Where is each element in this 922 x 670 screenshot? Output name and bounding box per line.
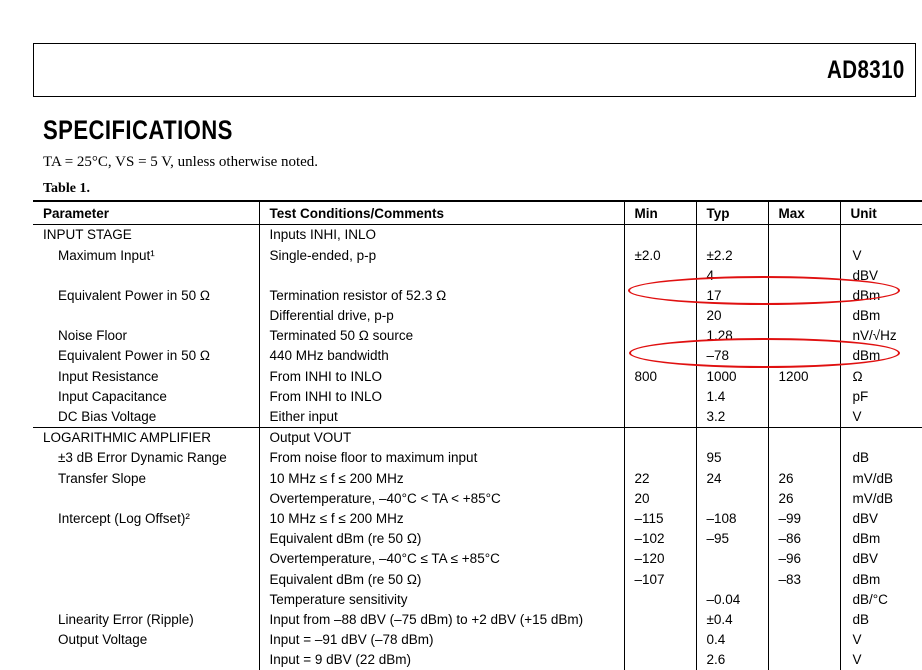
unit-cell: V (852, 247, 862, 263)
unit-cell: dBm (852, 308, 881, 324)
table-body (33, 225, 922, 670)
table-row (33, 387, 922, 407)
unit-cell: dBm (852, 571, 881, 587)
test-condition-cell: Equivalent dBm (re 50 Ω) (259, 529, 624, 549)
typ-value-cell: 0.4 (696, 630, 768, 650)
max-value-cell: –96 (768, 549, 840, 569)
max-value-cell (768, 225, 840, 246)
parameter-cell (33, 549, 259, 569)
max-value-cell: –83 (768, 569, 840, 589)
test-condition-cell (259, 265, 624, 285)
min-value-cell (624, 650, 696, 670)
unit-cell: dB (852, 611, 870, 627)
test-condition-cell: Output VOUT (259, 427, 624, 448)
test-condition-cell: Overtemperature, –40°C ≤ TA ≤ +85°C (259, 549, 624, 569)
unit-cell: Ω (852, 368, 863, 384)
unit-cell: nV/√Hz (852, 328, 897, 344)
typ-value-cell: ±0.4 (696, 610, 768, 630)
test-condition-cell: From noise floor to maximum input (259, 448, 624, 468)
table-row (33, 326, 922, 346)
min-value-cell: 22 (624, 468, 696, 488)
unit-cell: dBV (852, 267, 879, 283)
typ-value-cell: 95 (696, 448, 768, 468)
table-caption: Table 1. (43, 181, 90, 196)
typ-value-cell (696, 427, 768, 448)
table-row (33, 265, 922, 285)
min-value-cell (624, 265, 696, 285)
table-row (33, 448, 922, 468)
typ-value-cell: ±2.2 (696, 245, 768, 265)
min-value-cell: 800 (624, 366, 696, 386)
column-header-max: Max (768, 201, 840, 225)
max-value-cell: 1200 (768, 366, 840, 386)
max-value-cell (768, 306, 840, 326)
min-value-cell (624, 306, 696, 326)
max-value-cell (768, 630, 840, 650)
table-row (33, 366, 922, 386)
min-value-cell (624, 225, 696, 246)
column-header-parameter: Parameter (33, 201, 259, 225)
unit-cell: dB/°C (852, 591, 888, 607)
parameter-cell: Input Capacitance (33, 387, 259, 407)
column-header-typ: Typ (696, 201, 768, 225)
min-value-cell (624, 589, 696, 609)
table-row (33, 549, 922, 569)
test-condition-cell: 440 MHz bandwidth (259, 346, 624, 366)
table-row (33, 468, 922, 488)
parameter-cell: LOGARITHMIC AMPLIFIER (33, 427, 259, 448)
unit-cell: pF (852, 388, 869, 404)
max-value-cell: –99 (768, 509, 840, 529)
test-condition-cell: Overtemperature, –40°C < TA < +85°C (259, 488, 624, 508)
typ-value-cell: –78 (696, 346, 768, 366)
typ-value-cell: –95 (696, 529, 768, 549)
min-value-cell (624, 407, 696, 428)
test-condition-cell: Input from –88 dBV (–75 dBm) to +2 dBV (+15 dBm) (259, 610, 624, 630)
test-condition-cell: Temperature sensitivity (259, 589, 624, 609)
unit-cell: mV/dB (852, 470, 894, 486)
test-condition-cell: Single-ended, p-p (259, 245, 624, 265)
typ-value-cell: 1000 (696, 366, 768, 386)
min-value-cell (624, 286, 696, 306)
max-value-cell (768, 610, 840, 630)
unit-cell: dBm (852, 348, 881, 364)
parameter-cell: Equivalent Power in 50 Ω (33, 346, 259, 366)
test-condition-cell: 10 MHz ≤ f ≤ 200 MHz (259, 509, 624, 529)
min-value-cell: –120 (624, 549, 696, 569)
parameter-cell: DC Bias Voltage (33, 407, 259, 428)
min-value-cell (624, 448, 696, 468)
max-value-cell (768, 448, 840, 468)
max-value-cell (768, 407, 840, 428)
min-value-cell (624, 387, 696, 407)
max-value-cell: 26 (768, 468, 840, 488)
test-condition-cell: From INHI to INLO (259, 387, 624, 407)
typ-value-cell: 1.4 (696, 387, 768, 407)
test-condition-cell: From INHI to INLO (259, 366, 624, 386)
test-condition-cell: 10 MHz ≤ f ≤ 200 MHz (259, 468, 624, 488)
parameter-cell (33, 650, 259, 670)
table-row (33, 650, 922, 670)
min-value-cell: –102 (624, 529, 696, 549)
table-row (33, 630, 922, 650)
parameter-cell (33, 589, 259, 609)
unit-cell: V (852, 632, 862, 648)
unit-cell (840, 225, 922, 246)
test-condition-cell: Either input (259, 407, 624, 428)
table-row (33, 509, 922, 529)
table-row (33, 407, 922, 428)
table-row (33, 529, 922, 549)
parameter-cell: Intercept (Log Offset)² (33, 509, 259, 529)
unit-cell: dBm (852, 287, 881, 303)
typ-value-cell (696, 549, 768, 569)
max-value-cell (768, 326, 840, 346)
min-value-cell (624, 610, 696, 630)
parameter-cell: INPUT STAGE (33, 225, 259, 246)
parameter-cell (33, 265, 259, 285)
typ-value-cell (696, 225, 768, 246)
table-row (33, 306, 922, 326)
min-value-cell: ±2.0 (624, 245, 696, 265)
table-row (33, 245, 922, 265)
parameter-cell: Noise Floor (33, 326, 259, 346)
unit-cell: mV/dB (852, 490, 894, 506)
max-value-cell (768, 650, 840, 670)
max-value-cell (768, 427, 840, 448)
table-row (33, 569, 922, 589)
unit-cell (840, 427, 922, 448)
test-condition-cell: Input = –91 dBV (–78 dBm) (259, 630, 624, 650)
specifications-table (33, 200, 922, 670)
typ-value-cell: 3.2 (696, 407, 768, 428)
column-header-min: Min (624, 201, 696, 225)
typ-value-cell (696, 569, 768, 589)
table-row (33, 589, 922, 609)
table-header-row (33, 201, 922, 225)
header-box (33, 43, 916, 97)
typ-value-cell: 24 (696, 468, 768, 488)
min-value-cell: –115 (624, 509, 696, 529)
parameter-cell: Transfer Slope (33, 468, 259, 488)
typ-value-cell: 17 (696, 286, 768, 306)
typ-value-cell: 4 (696, 265, 768, 285)
max-value-cell (768, 346, 840, 366)
test-condition-cell: Input = 9 dBV (22 dBm) (259, 650, 624, 670)
typ-value-cell: 1.28 (696, 326, 768, 346)
parameter-cell (33, 569, 259, 589)
column-header-unit: Unit (840, 201, 922, 225)
test-condition-cell: Inputs INHI, INLO (259, 225, 624, 246)
typ-value-cell: 20 (696, 306, 768, 326)
parameter-cell (33, 306, 259, 326)
typ-value-cell: 2.6 (696, 650, 768, 670)
unit-cell: dB (852, 450, 870, 466)
part-number: AD8310 (827, 56, 905, 84)
table-row (33, 610, 922, 630)
test-condition-cell: Equivalent dBm (re 50 Ω) (259, 569, 624, 589)
unit-cell: V (852, 409, 862, 425)
parameter-cell (33, 488, 259, 508)
column-header-conditions: Test Conditions/Comments (259, 201, 624, 225)
parameter-cell: Maximum Input¹ (33, 245, 259, 265)
table-row (33, 488, 922, 508)
min-value-cell (624, 326, 696, 346)
max-value-cell (768, 286, 840, 306)
min-value-cell (624, 427, 696, 448)
test-condition-cell: Differential drive, p-p (259, 306, 624, 326)
test-conditions-note: TA = 25°C, VS = 5 V, unless otherwise noted. (43, 154, 319, 170)
parameter-cell: Input Resistance (33, 366, 259, 386)
unit-cell: dBm (852, 531, 881, 547)
typ-value-cell: –108 (696, 509, 768, 529)
section-title: SPECIFICATIONS (43, 115, 233, 145)
typ-value-cell: –0.04 (696, 589, 768, 609)
min-value-cell (624, 346, 696, 366)
parameter-cell: Equivalent Power in 50 Ω (33, 286, 259, 306)
unit-cell: dBV (852, 551, 879, 567)
parameter-cell (33, 529, 259, 549)
test-condition-cell: Terminated 50 Ω source (259, 326, 624, 346)
max-value-cell (768, 387, 840, 407)
parameter-cell: Output Voltage (33, 630, 259, 650)
max-value-cell (768, 589, 840, 609)
max-value-cell: 26 (768, 488, 840, 508)
table-row (33, 427, 922, 448)
parameter-cell: Linearity Error (Ripple) (33, 610, 259, 630)
test-condition-cell: Termination resistor of 52.3 Ω (259, 286, 624, 306)
unit-cell: V (852, 652, 862, 668)
table-row (33, 225, 922, 246)
max-value-cell: –86 (768, 529, 840, 549)
typ-value-cell (696, 488, 768, 508)
min-value-cell: –107 (624, 569, 696, 589)
table-row (33, 286, 922, 306)
min-value-cell (624, 630, 696, 650)
max-value-cell (768, 265, 840, 285)
parameter-cell: ±3 dB Error Dynamic Range (33, 448, 259, 468)
unit-cell: dBV (852, 510, 879, 526)
min-value-cell: 20 (624, 488, 696, 508)
table-row (33, 346, 922, 366)
max-value-cell (768, 245, 840, 265)
